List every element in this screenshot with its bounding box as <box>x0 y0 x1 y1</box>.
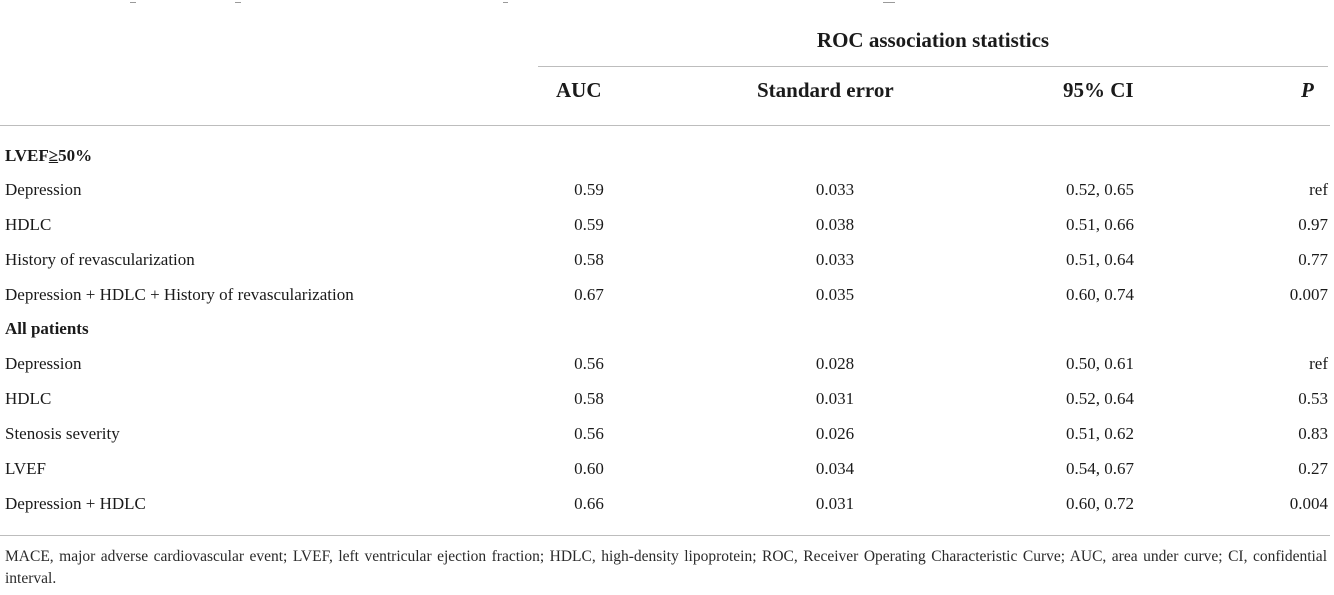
table-row <box>0 174 1334 209</box>
p-value: 0.53 <box>1298 389 1328 408</box>
p-value: 0.004 <box>1289 494 1328 513</box>
auc-value: 0.67 <box>574 285 604 304</box>
se-value: 0.031 <box>815 389 855 408</box>
row-label: Depression + HDLC <box>5 494 146 513</box>
table-row <box>0 453 1334 488</box>
group-header-rule <box>538 66 1328 67</box>
table-row <box>0 348 1334 383</box>
row-label: History of revascularization <box>5 250 195 269</box>
col-header-p: P <box>1301 78 1314 102</box>
ci-value: 0.51, 0.64 <box>1066 250 1134 269</box>
se-value: 0.035 <box>815 285 855 304</box>
ci-value: 0.51, 0.66 <box>1066 215 1134 234</box>
row-label: HDLC <box>5 215 52 234</box>
col-header-standard-error: Standard error <box>757 78 894 102</box>
auc-value: 0.59 <box>574 180 604 199</box>
se-value: 0.028 <box>815 354 855 373</box>
top-rule <box>0 0 1334 6</box>
row-label: Stenosis severity <box>5 424 120 443</box>
se-value: 0.033 <box>815 180 855 199</box>
auc-value: 0.58 <box>574 389 604 408</box>
p-value: 0.97 <box>1298 215 1328 234</box>
auc-value: 0.66 <box>574 494 604 513</box>
row-label: Depression <box>5 354 82 373</box>
section-label: LVEF≥50% <box>5 146 93 165</box>
row-label: HDLC <box>5 389 52 408</box>
group-header: ROC association statistics <box>816 28 1050 52</box>
table-row <box>0 279 1334 314</box>
se-value: 0.033 <box>815 250 855 269</box>
table-footnote: MACE, major adverse cardiovascular event; LVEF, left ventricular ejection fraction; HDLC, high-density lipoprotein; ROC, Receiver Operating Characteristic Curve; AUC, area under curve; CI, confidential interval. <box>5 548 1327 587</box>
row-label: Depression <box>5 180 82 199</box>
ci-value: 0.52, 0.65 <box>1066 180 1134 199</box>
p-value: 0.83 <box>1298 424 1328 443</box>
row-label: LVEF <box>5 459 46 478</box>
table-row <box>0 244 1334 279</box>
ci-value: 0.60, 0.72 <box>1066 494 1134 513</box>
p-value: 0.007 <box>1289 285 1328 304</box>
table-row <box>0 488 1334 523</box>
section-header-all-patients <box>0 313 1334 348</box>
bottom-rule <box>0 535 1330 536</box>
se-value: 0.026 <box>815 424 855 443</box>
p-value: ref <box>1309 354 1328 373</box>
se-value: 0.031 <box>815 494 855 513</box>
se-value: 0.034 <box>815 459 855 478</box>
section-label: All patients <box>5 319 89 338</box>
se-value: 0.038 <box>815 215 855 234</box>
table-row <box>0 383 1334 418</box>
header-rule <box>0 125 1330 126</box>
auc-value: 0.58 <box>574 250 604 269</box>
ci-value: 0.51, 0.62 <box>1066 424 1134 443</box>
table-row <box>0 418 1334 453</box>
p-value: ref <box>1309 180 1328 199</box>
col-header-auc: AUC <box>556 78 602 102</box>
col-header-95ci: 95% CI <box>1063 78 1134 102</box>
auc-value: 0.56 <box>574 424 604 443</box>
row-label: Depression + HDLC + History of revascularization <box>5 285 354 304</box>
auc-value: 0.59 <box>574 215 604 234</box>
ci-value: 0.60, 0.74 <box>1066 285 1134 304</box>
auc-value: 0.60 <box>574 459 604 478</box>
ci-value: 0.50, 0.61 <box>1066 354 1134 373</box>
gte-symbol: ≥ <box>48 146 59 165</box>
p-value: 0.27 <box>1298 459 1328 478</box>
ci-value: 0.54, 0.67 <box>1066 459 1134 478</box>
section-header-lvef <box>0 140 1334 175</box>
auc-value: 0.56 <box>574 354 604 373</box>
p-value: 0.77 <box>1298 250 1328 269</box>
table-row <box>0 209 1334 244</box>
ci-value: 0.52, 0.64 <box>1066 389 1134 408</box>
